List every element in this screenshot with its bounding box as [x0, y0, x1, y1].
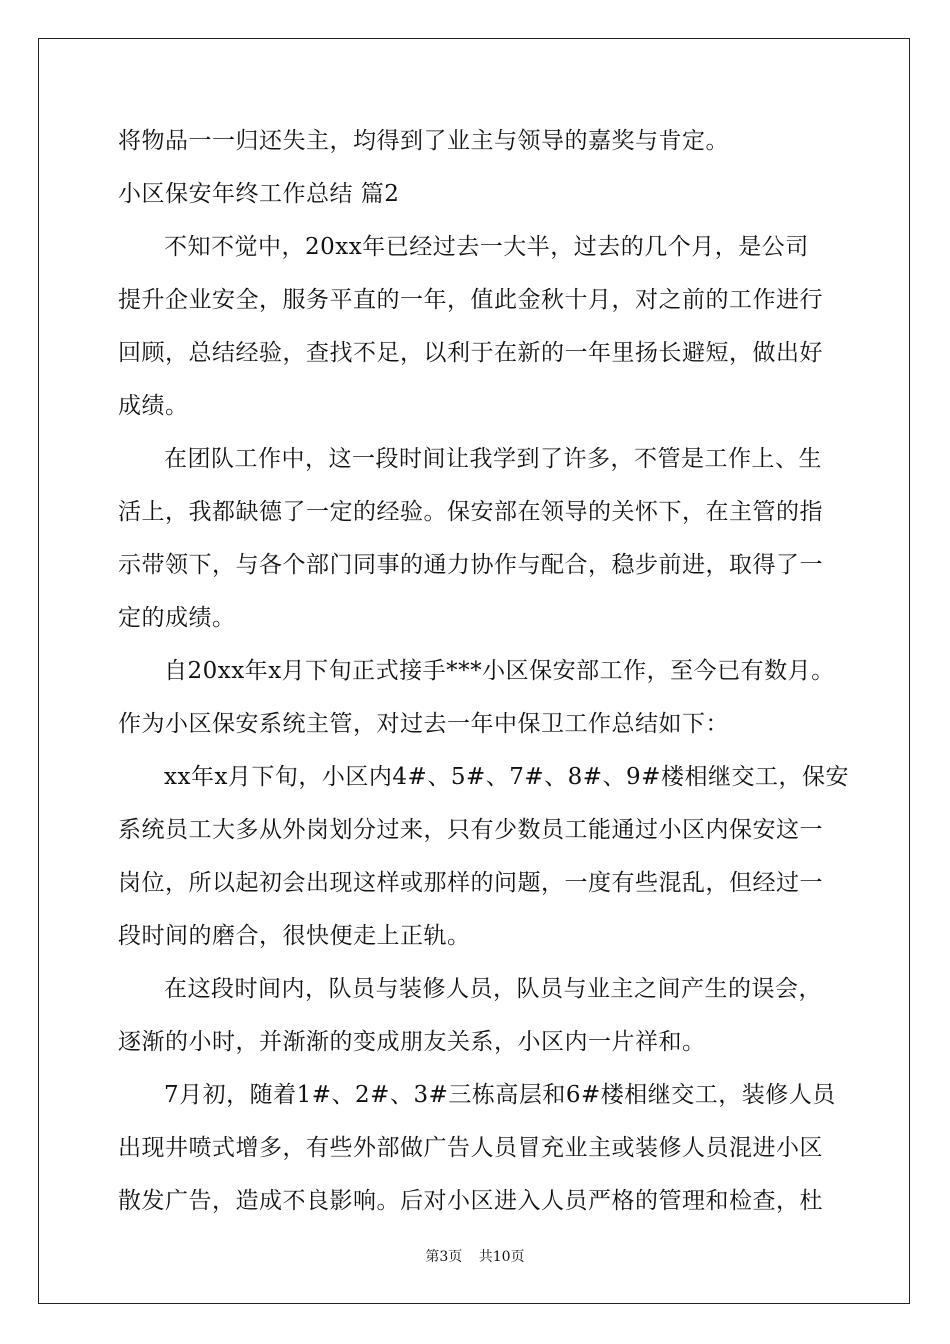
- text-line: 在这段时间内，队员与装修人员，队员与业主之间产生的误会，: [164, 976, 822, 1002]
- text-line: 示带领下，与各个部门同事的通力协作与配合，稳步前进，取得了一: [118, 552, 823, 578]
- text-line: 在团队工作中，这一段时间让我学到了许多，不管是工作上、生: [164, 446, 822, 472]
- text-line: 不知不觉中，20xx年已经过去一大半，过去的几个月，是公司: [164, 234, 809, 260]
- text-line: 段时间的磨合，很快便走上正轨。: [118, 923, 471, 949]
- text-line: 自20xx年x月下旬正式接手***小区保安部工作，至今已有数月。: [164, 658, 835, 684]
- text-line: 成绩。: [118, 393, 189, 419]
- text-line: 逐渐的小时，并渐渐的变成朋友关系，小区内一片祥和。: [118, 1029, 706, 1055]
- text-line: 活上，我都缺德了一定的经验。保安部在领导的关怀下，在主管的指: [118, 499, 823, 525]
- text-line: 岗位，所以起初会出现这样或那样的问题，一度有些混乱，但经过一: [118, 870, 823, 896]
- page-number: 第3页: [425, 1249, 463, 1265]
- text-line: 定的成绩。: [118, 605, 236, 631]
- text-line: 将物品一一归还失主，均得到了业主与领导的嘉奖与肯定。: [118, 128, 729, 154]
- text-line: 7月初，随着1#、2#、3#三栋高层和6#楼相继交工，装修人员: [164, 1082, 836, 1108]
- text-line: 散发广告，造成不良影响。后对小区进入人员严格的管理和检查，杜: [118, 1188, 823, 1214]
- text-line: 出现井喷式增多，有些外部做广告人员冒充业主或装修人员混进小区: [118, 1135, 823, 1161]
- text-line: 系统员工大多从外岗划分过来，只有少数员工能通过小区内保安这一: [118, 817, 823, 843]
- text-line: 提升企业安全，服务平直的一年，值此金秋十月，对之前的工作进行: [118, 287, 823, 313]
- page-total: 共10页: [478, 1249, 525, 1265]
- text-line: xx年x月下旬，小区内4#、5#、7#、8#、9#楼相继交工，保安: [164, 764, 849, 790]
- page-footer: [0, 1246, 950, 1266]
- text-line: 作为小区保安系统主管，对过去一年中保卫工作总结如下：: [118, 711, 729, 737]
- section-heading: 小区保安年终工作总结 篇2: [118, 181, 400, 207]
- text-line: 回顾，总结经验，查找不足，以利于在新的一年里扬长避短，做出好: [118, 340, 823, 366]
